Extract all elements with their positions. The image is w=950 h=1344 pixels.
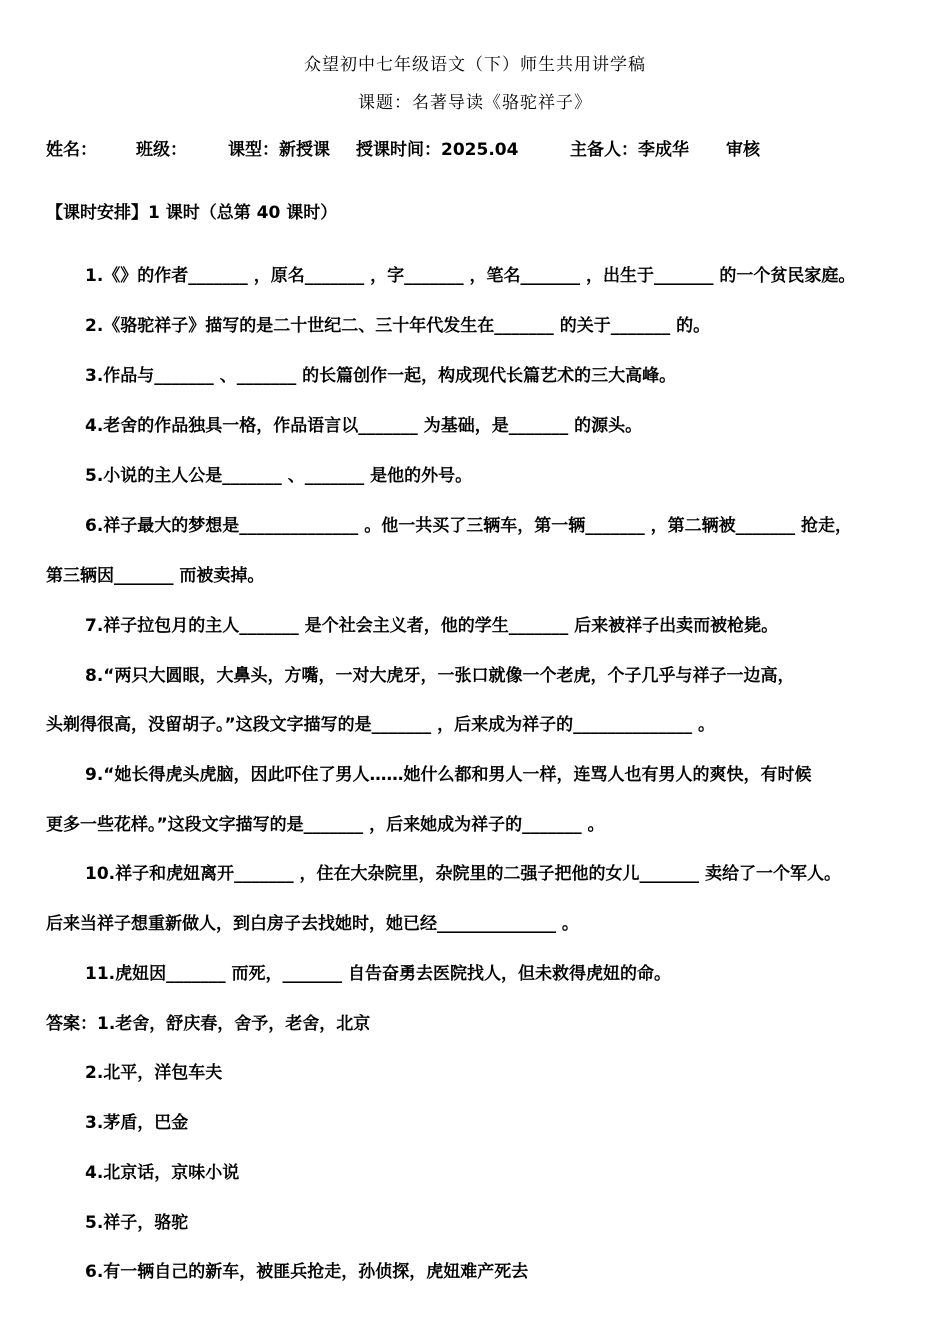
question-line: 1.《》的作者_______ ，原名_______ ，字_______ ，笔名_______ ，出生于_______ 的一个贫民家庭。 (85, 266, 856, 286)
answer-line: 3.茅盾，巴金 (85, 1113, 189, 1133)
answer-line: 4.北京话，京味小说 (85, 1163, 240, 1183)
question-line: 10.祥子和虎妞离开_______ ，住在大杂院里，杂院里的二强子把他的女儿_______ 卖给了一个军人。 (85, 864, 841, 884)
answer-line: 2.北平，洋包车夫 (85, 1063, 223, 1083)
question-line: 2.《骆驼祥子》描写的是二十世纪二、三十年代发生在_______ 的关于_______ 的。 (85, 316, 711, 336)
question-line: 5.小说的主人公是_______ 、_______ 是他的外号。 (85, 466, 473, 486)
question-line: 9.“她长得虎头虎脑，因此吓住了男人……她什么都和男人一样，连骂人也有男人的爽快，有时候 (85, 765, 812, 785)
question-line: 3.作品与_______ 、_______ 的长篇创作一起，构成现代长篇艺术的三大高峰。 (85, 366, 677, 386)
question-line: 8.“两只大圆眼，大鼻头，方嘴，一对大虎牙，一张口就像一个老虎，个子几乎与祥子一边高， (85, 666, 795, 686)
question-line: 4.老舍的作品独具一格，作品语言以_______ 为基础，是_______ 的源头。 (85, 416, 643, 436)
answer-line: 5.祥子，骆驼 (85, 1213, 189, 1233)
class-label: 班级： (136, 140, 187, 160)
page-title: 众望初中七年级语文（下）师生共用讲学稿 (304, 55, 646, 75)
lesson-meta-row (46, 135, 760, 160)
answer-line: 6.有一辆自己的新车，被匪兵抢走，孙侦探，虎妞难产死去 (85, 1262, 529, 1282)
lesson-type: 课型：新授课 (228, 140, 330, 160)
question-line: 11.虎妞因_______ 而死，_______ 自告奋勇去医院找人，但未救得虎妞的命。 (85, 964, 671, 984)
question-line: 6.祥子最大的梦想是______________ 。他一共买了三辆车，第一辆_______ ，第二辆被_______ 抢走， (85, 516, 853, 536)
schedule-line: 【课时安排】1 课时（总第 40 课时） (46, 203, 338, 223)
question-line: 7.祥子拉包月的主人_______ 是个社会主义者，他的学生_______ 后来被祥子出卖而被枪毙。 (85, 616, 779, 636)
question-line: 后来当祥子想重新做人，到白房子去找她时，她已经______________ 。 (46, 914, 579, 934)
student-name-label: 姓名： (46, 140, 97, 160)
lesson-time: 授课时间：2025.04 (356, 140, 519, 160)
answer-line: 答案：1.老舍，舒庆春，舍予，老舍，北京 (46, 1014, 371, 1034)
lesson-topic: 课题：名著导读《骆驼祥子》 (358, 93, 592, 113)
question-line: 头剃得很高，没留胡子。”这段文字描写的是_______ ，后来成为祥子的______________ 。 (46, 715, 716, 735)
question-line: 更多一些花样。”这段文字描写的是_______ ，后来她成为祥子的_______ 。 (46, 815, 605, 835)
review-label: 审核 (726, 140, 760, 160)
preparer: 主备人：李成华 (570, 140, 689, 160)
question-line: 第三辆因_______ 而被卖掉。 (46, 566, 265, 586)
